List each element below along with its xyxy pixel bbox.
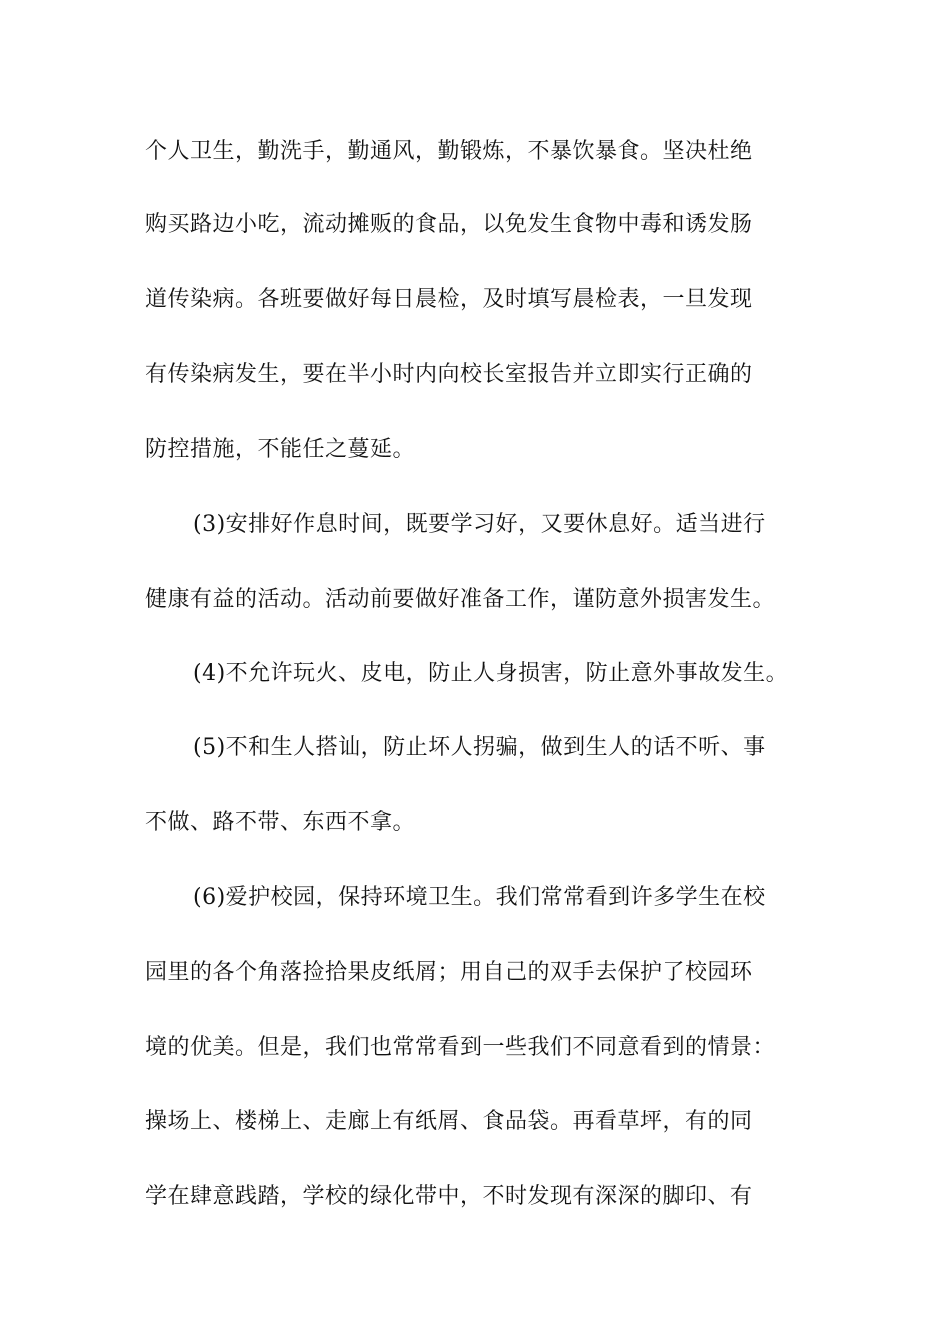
paragraph-6-start: (6)爱护校园，保持环境卫生。我们常常看到许多学生在校: [193, 885, 766, 910]
text-line: 有传染病发生，要在半小时内向校长室报告并立即实行正确的: [145, 362, 753, 387]
text-line: 园里的各个角落捡拾果皮纸屑；用自己的双手去保护了校园环: [145, 960, 753, 985]
text-line: 境的优美。但是，我们也常常看到一些我们不同意看到的情景：: [145, 1035, 776, 1060]
text-line: 道传染病。各班要做好每日晨检，及时填写晨检表，一旦发现: [145, 287, 753, 312]
text-line: 个人卫生，勤洗手，勤通风，勤锻炼，不暴饮暴食。坚决杜绝: [145, 139, 753, 164]
text-line: 学在肆意践踏，学校的绿化带中，不时发现有深深的脚印、有: [145, 1184, 753, 1209]
text-line: 购买路边小吃，流动摊贩的食品，以免发生食物中毒和诱发肠: [145, 212, 753, 237]
text-line: 健康有益的活动。活动前要做好准备工作，谨防意外损害发生。: [145, 587, 776, 612]
text-line: 不做、路不带、东西不拿。: [145, 810, 416, 835]
paragraph-3-start: (3)安排好作息时间，既要学习好，又要休息好。适当进行: [193, 512, 766, 537]
text-line: 操场上、楼梯上、走廊上有纸屑、食品袋。再看草坪，有的同: [145, 1109, 753, 1134]
paragraph-5-start: (5)不和生人搭讪，防止坏人拐骗，做到生人的话不听、事: [193, 735, 766, 760]
text-line: 防控措施，不能任之蔓延。: [145, 437, 416, 462]
paragraph-4-start: (4)不允许玩火、皮电，防止人身损害，防止意外事故发生。: [193, 661, 789, 686]
